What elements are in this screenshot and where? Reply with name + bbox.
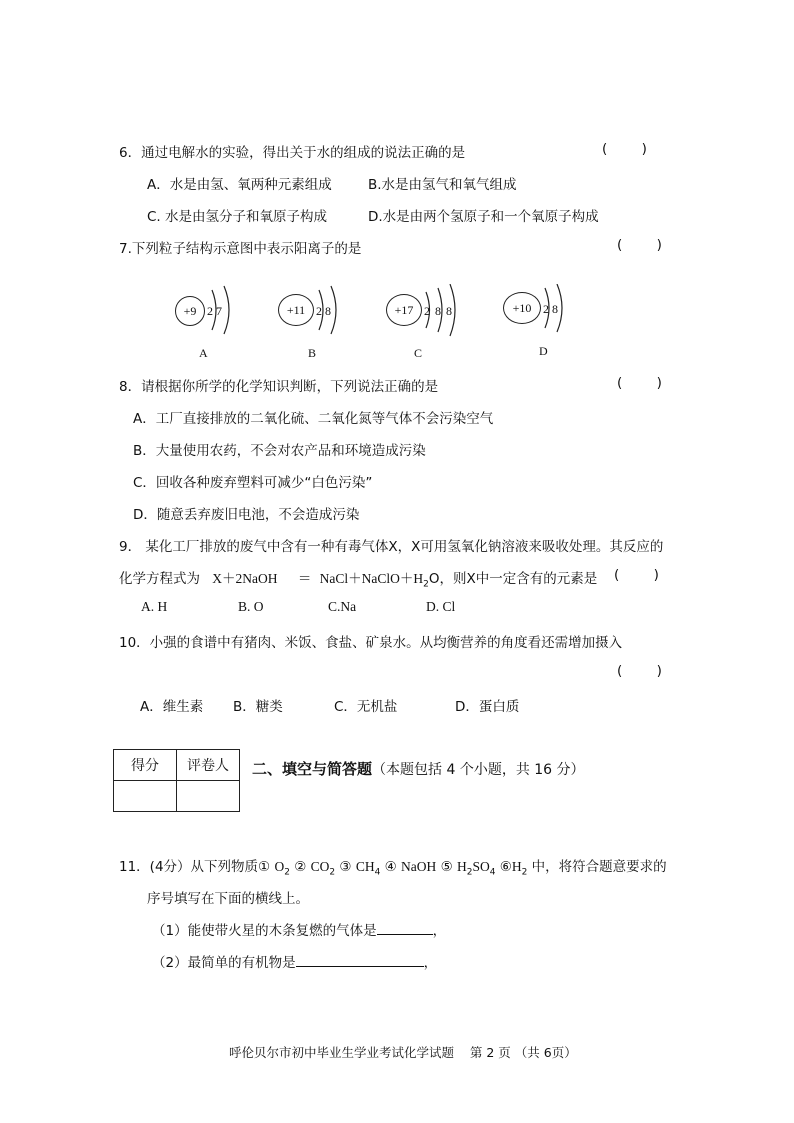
q11-stem-end: 中，将符合题意要求的: [531, 859, 667, 875]
q11-substance-3: CH: [355, 859, 375, 874]
q6-answer-paren: ( ): [602, 141, 647, 157]
atom-label-c: C: [414, 346, 423, 360]
q11-sub-1-text: （1）能使带火星的木条复燃的气体是: [152, 923, 377, 939]
q11-sub-2: [152, 951, 437, 971]
section-2-title: 二、填空与简答题: [252, 760, 373, 778]
q11-sub-1-blank[interactable]: [377, 922, 433, 935]
atom-label-d: D: [539, 344, 548, 358]
q10-answer-paren: ( ): [617, 663, 662, 679]
electrons-d: 2 8: [543, 302, 558, 316]
q9-equation-left: X＋2NaOH: [212, 571, 278, 586]
q10-option-d: D．蛋白质: [455, 699, 520, 715]
q9-option-a: A. H: [141, 599, 168, 614]
section-2-heading: [252, 758, 585, 779]
q6-option-b: B.水是由氢气和氧气组成: [368, 177, 517, 193]
q11-mark-4: ④: [384, 859, 397, 875]
q11-stem-start: 11．(4分）从下列物质①: [119, 859, 271, 875]
score-cell[interactable]: [114, 781, 177, 812]
q6-stem: 6．通过电解水的实验，得出关于水的组成的说法正确的是: [119, 145, 466, 161]
q11-substance-1: O: [274, 859, 285, 874]
electrons-b: 2 8: [316, 304, 331, 318]
q11-mark-6: ⑥: [499, 859, 512, 875]
q11-sub-2-end: ，: [423, 955, 438, 971]
q11-substance-5-mid: SO: [472, 859, 490, 874]
q6-option-a: A．水是由氢、氧两种元素组成: [147, 177, 332, 193]
atom-label-b: B: [308, 346, 317, 360]
q11-mark-2: ②: [294, 859, 307, 875]
q11-substance-2: CO: [310, 859, 330, 874]
q9-line2-prefix: 化学方程式为: [119, 571, 200, 587]
q10-option-c: C．无机盐: [334, 699, 398, 715]
q11-substance-2-sub: 2: [329, 867, 336, 878]
q6-option-d: D.水是由两个氢原子和一个氧原子构成: [368, 209, 599, 225]
electrons-a: 2 7: [207, 304, 222, 318]
q11-substance-6-sub: 2: [521, 867, 528, 878]
q9-equation-tail: O，则X中一定含有的元素是: [428, 571, 598, 587]
q11-mark-5: ⑤: [440, 859, 453, 875]
q9-equation-right: NaCl＋NaClO＋H: [319, 571, 424, 586]
q10-option-a: A．维生素: [140, 699, 204, 715]
q11-substance-6: H: [511, 859, 522, 874]
q11-substance-4: NaOH: [401, 859, 437, 874]
q9-option-b: B. O: [238, 599, 264, 614]
q9-option-d: D. Cl: [426, 599, 456, 614]
q8-answer-paren: ( ): [617, 375, 662, 391]
q11-line-2: 序号填写在下面的横线上。: [147, 891, 309, 907]
q11-substance-1-sub: 2: [284, 867, 290, 878]
section-2-note: （本题包括 4 个小题，共 16 分）: [372, 762, 585, 778]
q7-stem: 7.下列粒子结构示意图中表示阳离子的是: [119, 241, 362, 257]
q11-sub-2-text: （2）最简单的有机物是: [152, 955, 296, 971]
grader-header: 评卷人: [177, 750, 240, 781]
nucleus-d: +10: [503, 292, 541, 324]
q9-equation-line: [119, 567, 597, 590]
q7-answer-paren: ( ): [617, 237, 662, 253]
q10-stem: 10．小强的食谱中有猪肉、米饭、食盐、矿泉水。从均衡营养的角度看还需增加摄入: [119, 635, 623, 651]
q8-option-a: A．工厂直接排放的二氧化硫、二氧化氮等气体不会污染空气: [133, 411, 494, 427]
nucleus-c: +17: [386, 294, 422, 326]
q6-option-c: C. 水是由氢分子和氧原子构成: [147, 209, 328, 225]
q11-sub-1: [152, 919, 446, 939]
q11-substance-3-sub: 4: [374, 867, 381, 878]
q9-option-c: C.Na: [328, 599, 357, 614]
q8-option-c: C．回收各种废弃塑料可减少“白色污染”: [133, 475, 373, 491]
electrons-c: 2 8 8: [424, 304, 453, 318]
nucleus-b: +11: [278, 294, 314, 326]
q11-mark-3: ③: [339, 859, 352, 875]
q9-equation-subscript: 2: [423, 579, 429, 590]
atom-label-a: A: [199, 346, 208, 360]
q8-option-d: D．随意丢弃废旧电池，不会造成污染: [133, 507, 360, 523]
q11-substance-5-sub2: 4: [489, 867, 496, 878]
atom-diagram-b: [276, 284, 356, 364]
q9-equation-equals: ＝: [297, 571, 312, 586]
atom-diagram-d: [503, 284, 583, 364]
atom-diagram-c: [384, 284, 474, 364]
score-table: [113, 749, 240, 812]
q9-answer-paren: ( ): [614, 567, 659, 583]
q11-substance-5: H: [456, 859, 467, 874]
q11-sub-2-blank[interactable]: [296, 954, 424, 967]
nucleus-a: +9: [175, 296, 205, 326]
q10-option-b: B．糖类: [233, 699, 283, 715]
q11-stem: [119, 855, 667, 878]
q11-substance-5-sub1: 2: [466, 867, 473, 878]
atom-diagram-a: [172, 284, 252, 364]
score-header: 得分: [114, 750, 177, 781]
q8-stem: 8．请根据你所学的化学知识判断，下列说法正确的是: [119, 379, 439, 395]
q9-stem: 9． 某化工厂排放的废气中含有一种有毒气体X，X可用氢氧化钠溶液来吸收处理。其反应的: [119, 539, 664, 555]
q11-sub-1-end: ，: [432, 923, 447, 939]
grader-cell[interactable]: [177, 781, 240, 812]
page-footer: 呼伦贝尔市初中毕业生学业考试化学试题 第 2 页 （共 6页）: [229, 1045, 577, 1060]
q8-option-b: B．大量使用农药，不会对农产品和环境造成污染: [133, 443, 426, 459]
